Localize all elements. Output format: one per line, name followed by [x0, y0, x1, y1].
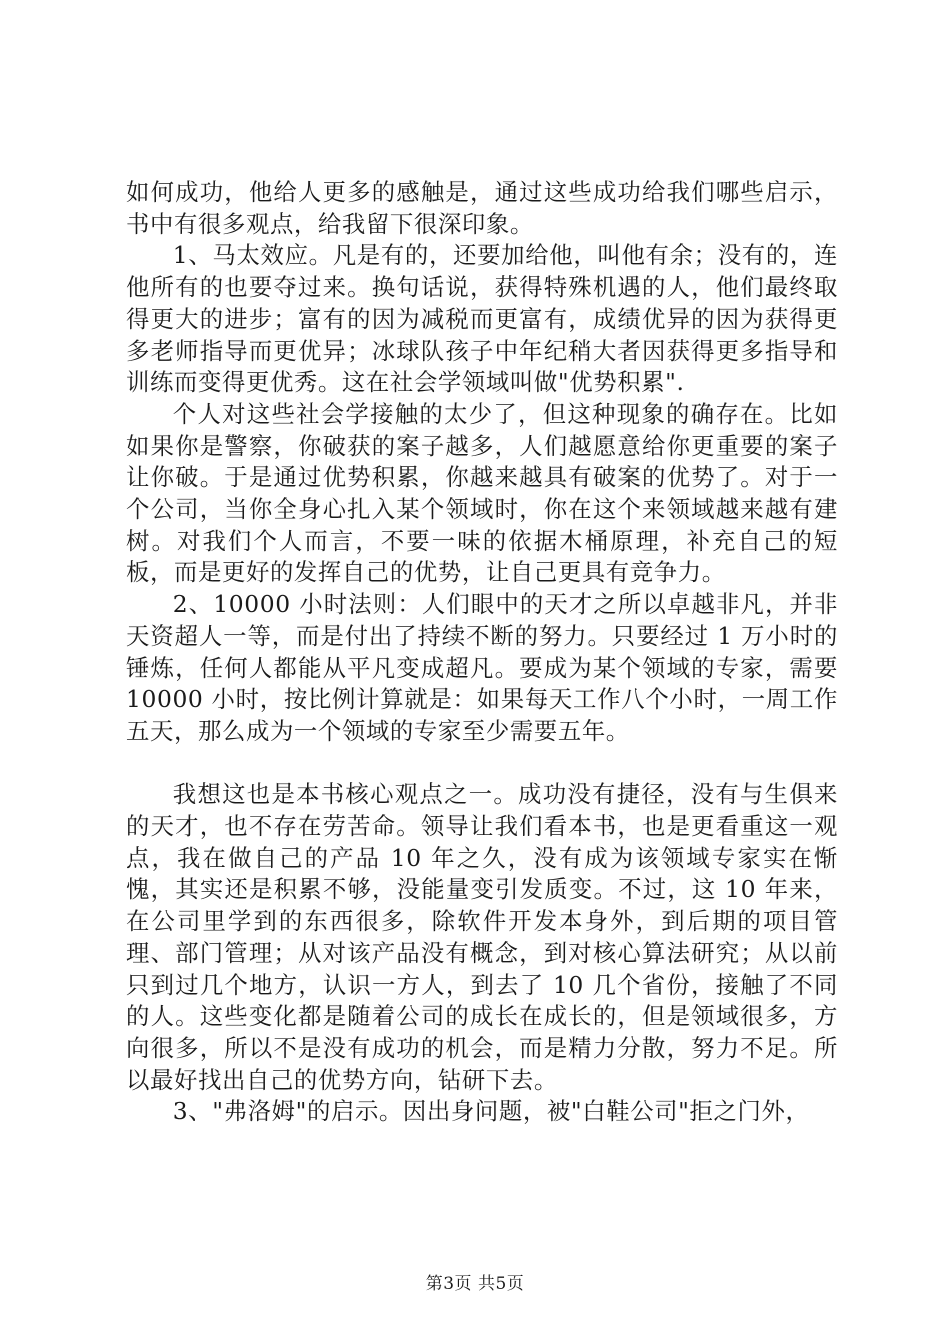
paragraph-core-viewpoint: 我想这也是本书核心观点之一。成功没有捷径，没有与生俱来的天才，也不存在劳苦命。领导让我们看本书，也是更看重这一观点，我在做自己的产品 10 年之久，没有成为该领域专家实在惭愧，其实还是积累不够，没能量变引发质变。不过，这 10 年来，在公司里学到的东西很多，除软件开发本身外，到后期的项目管理、部门管理；从对该产品没有概念，到对核心算法研究；从以前只到过几个地方，认识一方人，到去了 10 几个省份，接触了不同的人。这些变化都是随着公司的成长在成长的，但是领域很多，方向很多，所以不是没有成功的机会，而是精力分散，努力不足。所以最好找出自己的优势方向，钻研下去。	[126, 780, 838, 1094]
paragraph-10000-hour-rule: 2、10000 小时法则：人们眼中的天才之所以卓越非凡，并非天资超人一等，而是付出了持续不断的努力。只要经过 1 万小时的锤炼，任何人都能从平凡变成超凡。要成为某个领域的专家，需要 10000 小时，按比例计算就是：如果每天工作八个小时，一周工作五天，那么成为一个领域的专家至少需要五年。	[126, 590, 838, 745]
paragraph-matthew-effect: 1、马太效应。凡是有的，还要加给他，叫他有余；没有的，连他所有的也要夺过来。换句话说，获得特殊机遇的人，他们最终取得更大的进步；富有的因为减税而更富有，成绩优异的因为获得更多老师指导而更优异；冰球队孩子中年纪稍大者因获得更多指导和训练而变得更优秀。这在社会学领域叫做"优势积累".	[126, 241, 838, 397]
paragraph-flom-revelation: 3、"弗洛姆"的启示。因出身问题，被"白鞋公司"拒之门外，	[172, 1097, 810, 1126]
paragraph-continuation: 如何成功，他给人更多的感触是，通过这些成功给我们哪些启示，书中有很多观点，给我留下很深印象。	[126, 178, 838, 238]
document-body	[126, 177, 838, 1128]
paragraph-personal-reflection: 个人对这些社会学接触的太少了，但这种现象的确存在。比如如果你是警察，你破获的案子越多，人们越愿意给你更重要的案子让你破。于是通过优势积累，你越来越具有破案的优势了。对于一个公司，当你全身心扎入某个领域时，你在这个来领域越来越有建树。对我们个人而言，不要一味的依据木桶原理，补充自己的短板，而是更好的发挥自己的优势，让自己更具有竞争力。	[126, 399, 838, 587]
page-footer: 第3页 共5页	[425, 1274, 525, 1294]
